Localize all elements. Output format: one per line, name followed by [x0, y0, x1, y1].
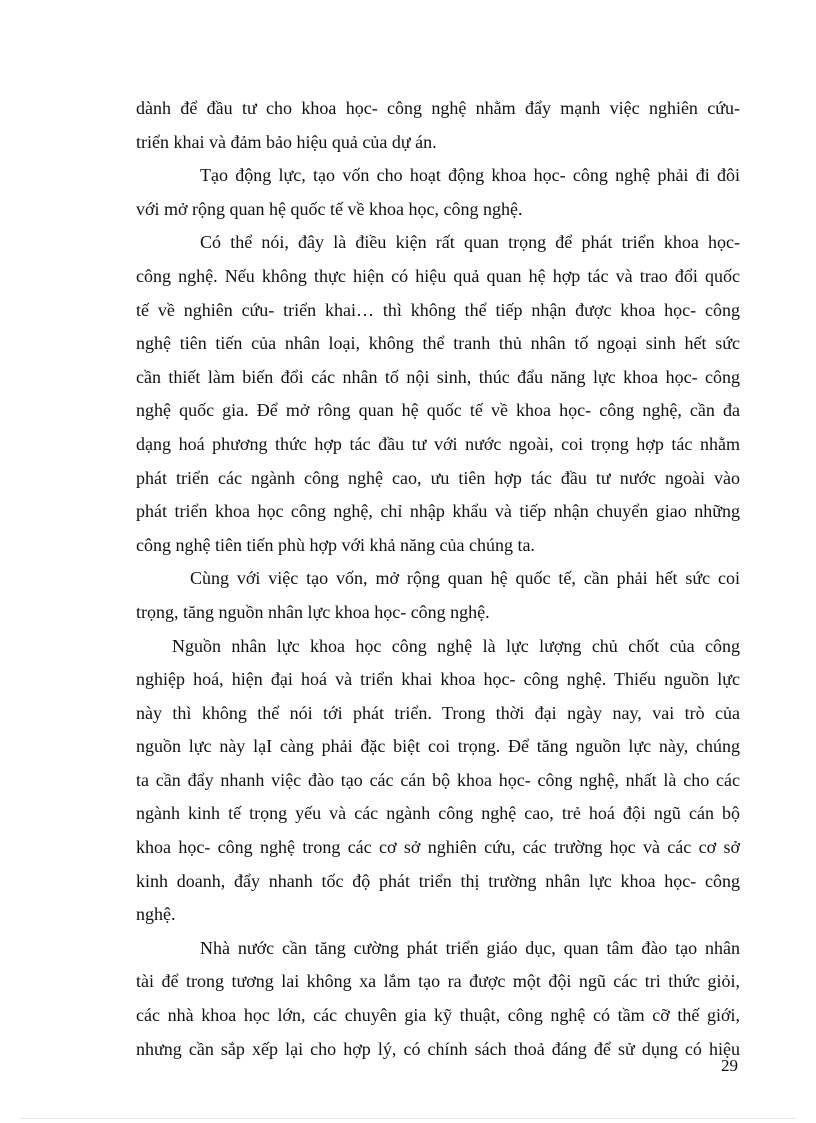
text-line: này thì không thể nói tới phát triển. Trong thời đại ngày nay, vai trò của [136, 702, 740, 723]
text-line: khoa học- công nghệ trong các cơ sở nghiên cứu, các trường học và các cơ sở [136, 837, 740, 858]
text-line: dạng hoá phương thức hợp tác đầu tư với nước ngoài, coi trọng hợp tác nhằm [136, 433, 740, 454]
text-line: nghệ tiên tiến của nhân loại, không thể tranh thủ nhân tố ngoại sinh hết sức [136, 333, 740, 354]
text-line: với mở rộng quan hệ quốc tế về khoa học, công nghệ. [136, 198, 523, 219]
body-text [136, 92, 740, 1066]
text-line: nghệ. [136, 904, 176, 925]
text-line: nguồn lực này lạI càng phải đặc biệt coi trọng. Để tăng nguồn lực này, chúng [136, 736, 740, 757]
text-line: dành để đầu tư cho khoa học- công nghệ nhằm đẩy mạnh việc nghiên cứu- [136, 98, 740, 118]
text-line: công nghệ tiên tiến phù hợp với khả năng của chúng ta. [136, 534, 535, 555]
text-line: Nhà nước cần tăng cường phát triển giáo dục, quan tâm đào tạo nhân [200, 937, 740, 958]
text-line: ta cần đẩy nhanh việc đào tạo các cán bộ khoa học- công nghệ, nhất là cho các [136, 769, 740, 790]
text-line: các nhà khoa học lớn, các chuyên gia kỹ thuật, công nghệ có tầm cỡ thế giới, [136, 1005, 740, 1026]
text-line: công nghệ. Nếu không thực hiện có hiệu quả quan hệ hợp tác và trao đổi quốc [136, 265, 740, 286]
text-line: triển khai và đảm bảo hiệu quả của dự án. [136, 131, 437, 152]
text-line: cần thiết làm biến đổi các nhân tố nội sinh, thúc đẩu năng lực khoa học- công [136, 366, 740, 387]
text-line: phát triển khoa học công nghệ, chỉ nhập khẩu và tiếp nhận chuyển giao những [136, 501, 740, 522]
text-line: nghệ quốc gia. Để mở rông quan hệ quốc tế về khoa học- công nghệ, cần đa [136, 400, 740, 421]
text-line: kinh doanh, đẩy nhanh tốc độ phát triển thị trường nhân lực khoa học- công [136, 870, 740, 891]
text-line: tế về nghiên cứu- triển khai… thì không thể tiếp nhận được khoa học- công [136, 299, 740, 320]
text-line: ngành kinh tế trọng yếu và các ngành công nghệ cao, trẻ hoá đội ngũ cán bộ [136, 803, 740, 824]
page-bottom-edge [20, 1118, 796, 1119]
text-line: Có thể nói, đây là điều kiện rất quan trọng để phát triển khoa học- [200, 232, 740, 253]
text-line: Tạo động lực, tạo vốn cho hoạt động khoa học- công nghệ phải đi đôi [200, 165, 740, 186]
text-line: trọng, tăng nguồn nhân lực khoa học- công nghệ. [136, 601, 490, 622]
text-line: Cùng với việc tạo vốn, mở rộng quan hệ quốc tế, cần phải hết sức coi [190, 568, 740, 589]
text-line: nhưng cần sắp xếp lại cho hợp lý, có chính sách thoả đáng để sử dụng có hiệu [136, 1038, 740, 1059]
text-line: tài để trong tương lai không xa lắm tạo ra được một đội ngũ các tri thức giỏi, [136, 971, 740, 992]
text-line: phát triển các ngành công nghệ cao, ưu tiên hợp tác đầu tư nước ngoài vào [136, 467, 740, 488]
text-line: nghiệp hoá, hiện đại hoá và triển khai khoa học- công nghệ. Thiếu nguồn lực [136, 669, 740, 690]
text-line: Nguồn nhân lực khoa học công nghệ là lực lượng chủ chốt của công [172, 635, 740, 656]
page-number: 29 [721, 1056, 738, 1075]
